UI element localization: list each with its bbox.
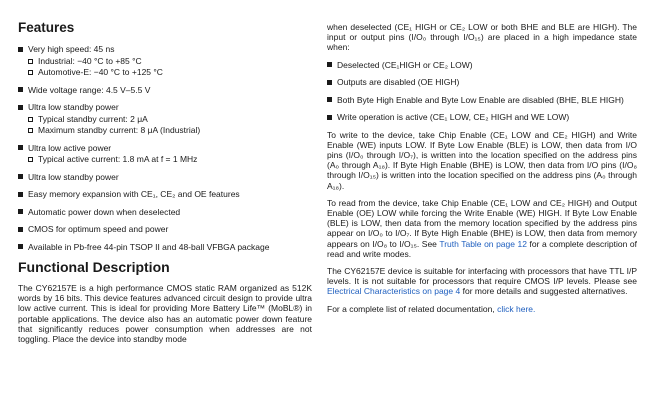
feature-subitem: Typical standby current: 2 μA bbox=[28, 114, 312, 125]
write-description-text: To write to the device, take Chip Enable (CE₁ LOW and CE₂ HIGH) and Write Enable (WE) inputs LOW. If Byte Low Enable (BLE) is LOW, then data from I/O pins (I/O₀ through I/O₇), is written into the location specified on the address pins (A₀ through A₁₈). If Byte High Enable (BHE) is LOW, then data from I/O pins (I/O₈ through I/O₁₅) is written into the location specified on the address pins (A₀ through A₁₈). bbox=[327, 129, 637, 191]
feature-subitem: Industrial: −40 °C to +85 °C bbox=[28, 56, 312, 67]
ttl-interface-text: The CY62157E device is suitable for interfacing with processors that have TTL I/P levels. It is not suitable for processors that require CMOS I/P levels. Please see bbox=[327, 266, 637, 287]
feature-item-text: Automatic power down when deselected bbox=[28, 206, 181, 217]
read-description-paragraph bbox=[327, 198, 637, 259]
feature-item-text: Ultra low standby power bbox=[28, 171, 119, 182]
feature-item-text: Very high speed: 45 ns bbox=[28, 44, 115, 54]
electrical-characteristics-link[interactable]: Electrical Characteristics on page 4 bbox=[327, 286, 461, 297]
documentation-text: For a complete list of related documentation, bbox=[327, 303, 495, 314]
feature-subitem: Automotive-E: −40 °C to +125 °C bbox=[28, 67, 312, 78]
feature-item bbox=[18, 189, 312, 200]
feature-item bbox=[18, 224, 312, 235]
ttl-interface-tail: for more details and suggested alternatives. bbox=[462, 286, 628, 297]
documentation-link[interactable]: click here. bbox=[497, 303, 536, 314]
feature-item bbox=[18, 44, 312, 78]
truth-table-link[interactable]: Truth Table on page 12 bbox=[439, 238, 527, 249]
right-column bbox=[327, 22, 637, 321]
functional-description-heading: Functional Description bbox=[18, 259, 170, 275]
left-column bbox=[18, 20, 312, 351]
feature-item bbox=[18, 102, 312, 136]
condition-item: Both Byte High Enable and Byte Low Enable are disabled (BHE, BLE HIGH) bbox=[327, 95, 637, 106]
feature-item bbox=[18, 242, 312, 253]
condition-item: Deselected (CE₁HIGH or CE₂ LOW) bbox=[327, 60, 637, 71]
read-description-text: To read from the device, take Chip Enable (CE₁ LOW and CE₂ HIGH) and Output Enable (OE) LOW while forcing the Write Enable (WE) HIGH. If Byte Low Enable (BLE) is LOW, then data from the memory location specified by the address pins appear on I/O₀ to I/O₇. If Byte High Enable (BHE) is LOW, then data from memory appears on I/O₈ to I/O₁₅. See bbox=[327, 197, 637, 249]
feature-subitem: Typical active current: 1.8 mA at f = 1 MHz bbox=[28, 154, 312, 165]
features-heading: Features bbox=[18, 20, 75, 35]
condition-item: Outputs are disabled (OE HIGH) bbox=[327, 77, 637, 88]
feature-item-text: Ultra low active power bbox=[28, 142, 112, 153]
feature-subitem: Maximum standby current: 8 μA (Industrial) bbox=[28, 125, 312, 136]
feature-item-text: Wide voltage range: 4.5 V–5.5 V bbox=[28, 84, 151, 95]
ttl-interface-paragraph bbox=[327, 266, 637, 297]
feature-item-text: Easy memory expansion with CE₁, CE₂ and OE features bbox=[28, 189, 240, 199]
feature-item bbox=[18, 85, 312, 96]
feature-item bbox=[18, 143, 312, 165]
feature-item-text: Ultra low standby power bbox=[28, 102, 119, 112]
feature-item bbox=[18, 207, 312, 218]
feature-item bbox=[18, 172, 312, 183]
feature-item-text: Available in Pb-free 44-pin TSOP II and 48-ball VFBGA package bbox=[28, 241, 270, 252]
documentation-paragraph bbox=[327, 304, 637, 314]
functional-description-text: The CY62157E is a high performance CMOS static RAM organized as 512K words by 16 bits. This device features advanced circuit design to provide ultra low active current. This is ideal for providing More Battery Life™ (MoBL®) in portable applications. The device also has an automatic power down feature that significantly reduces power consumption when addresses are not toggling. Place the device into standby mode bbox=[18, 283, 312, 345]
feature-list bbox=[18, 44, 312, 252]
high-impedance-conditions-list bbox=[327, 60, 637, 123]
standby-intro-text: when deselected (CE₁ HIGH or CE₂ LOW or both BHE and BLE are HIGH). The input or output pins (I/O₀ through I/O₁₅) are placed in a high impedance state when: bbox=[327, 22, 637, 53]
read-description-tail: for a complete description of read and write modes. bbox=[327, 238, 637, 259]
condition-item: Write operation is active (CE₁ LOW, CE₂ HIGH and WE LOW) bbox=[327, 112, 637, 123]
feature-item-text: CMOS for optimum speed and power bbox=[28, 224, 169, 234]
